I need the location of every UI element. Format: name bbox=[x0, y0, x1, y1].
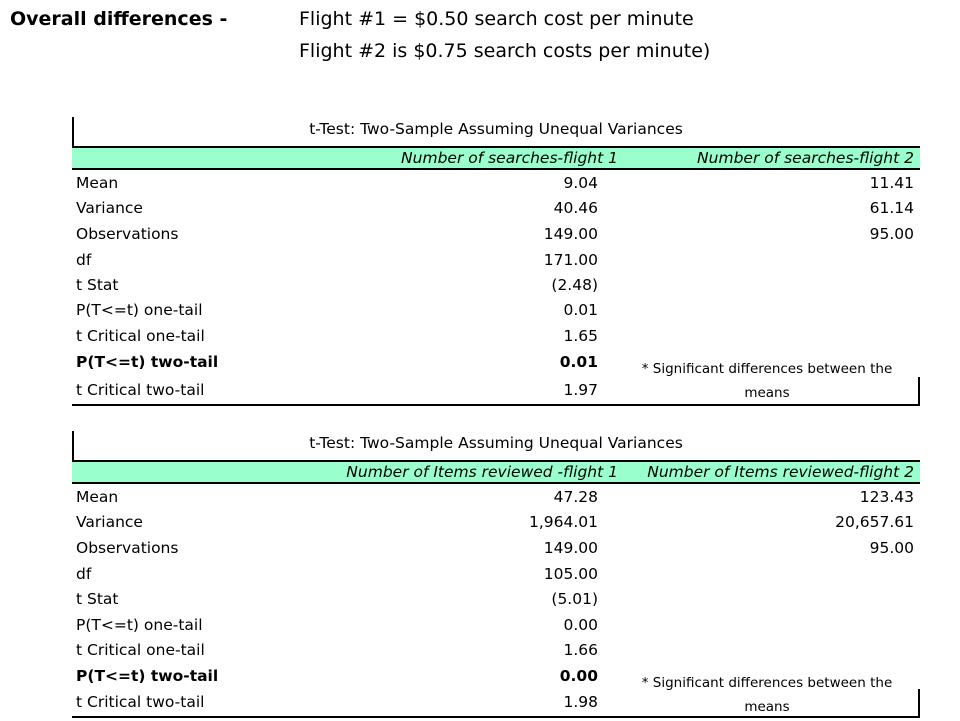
table-header-row bbox=[72, 146, 920, 170]
table-row bbox=[72, 170, 920, 196]
row-value-flight1: 9.04 bbox=[563, 174, 598, 192]
row-label: P(T<=t) one-tail bbox=[76, 616, 203, 634]
table-title: t-Test: Two-Sample Assuming Unequal Variances bbox=[309, 434, 683, 452]
row-value-flight2: 95.00 bbox=[869, 225, 914, 243]
row-value-flight1: 47.28 bbox=[553, 488, 598, 506]
table-row bbox=[72, 272, 920, 298]
row-value-flight1: 40.46 bbox=[553, 199, 598, 217]
row-value-flight2: 123.43 bbox=[859, 488, 914, 506]
row-value-flight2: 95.00 bbox=[869, 539, 914, 557]
table-row bbox=[72, 195, 920, 221]
row-label: t Critical two-tail bbox=[76, 693, 205, 711]
flight2-cost-line: Flight #2 is $0.75 search costs per minute) bbox=[299, 40, 711, 62]
row-value-flight1: 1,964.01 bbox=[528, 513, 598, 531]
note-line: means bbox=[744, 699, 790, 715]
table-row bbox=[72, 297, 920, 323]
row-value-flight1: 1.98 bbox=[563, 693, 598, 711]
row-value-flight1: 0.00 bbox=[563, 616, 598, 634]
table-row bbox=[72, 535, 920, 561]
table-bottom-border bbox=[72, 404, 920, 406]
table-row bbox=[72, 586, 920, 612]
row-label: Mean bbox=[76, 488, 119, 506]
row-label: Observations bbox=[76, 539, 179, 557]
row-label: P(T<=t) two-tail bbox=[76, 667, 219, 685]
flight1-cost-line: Flight #1 = $0.50 search cost per minute bbox=[299, 8, 694, 30]
ttest-table-searches bbox=[72, 117, 920, 407]
row-value-flight1: 149.00 bbox=[543, 225, 598, 243]
table-row bbox=[72, 561, 920, 587]
note-line: means bbox=[744, 385, 790, 401]
table-row bbox=[72, 484, 920, 510]
note-line: * Significant differences between the bbox=[641, 361, 893, 377]
column-header-flight1: Number of Items reviewed -flight 1 bbox=[346, 463, 618, 481]
row-value-flight1: 0.01 bbox=[559, 353, 598, 371]
row-value-flight1: 105.00 bbox=[543, 565, 598, 583]
row-label: df bbox=[76, 251, 92, 269]
row-label: P(T<=t) one-tail bbox=[76, 301, 203, 319]
table-row bbox=[72, 247, 920, 273]
table-right-border bbox=[918, 689, 920, 717]
table-bottom-border bbox=[72, 716, 920, 718]
row-label: t Critical one-tail bbox=[76, 327, 205, 345]
row-value-flight1: (2.48) bbox=[551, 276, 598, 294]
row-value-flight1: (5.01) bbox=[551, 590, 598, 608]
significance-note bbox=[622, 357, 912, 405]
table-row bbox=[72, 612, 920, 638]
row-label: t Stat bbox=[76, 276, 119, 294]
column-header-flight2: Number of Items reviewed-flight 2 bbox=[647, 463, 914, 481]
row-label: t Critical one-tail bbox=[76, 641, 205, 659]
row-label: Variance bbox=[76, 513, 143, 531]
table-row bbox=[72, 637, 920, 663]
ttest-table-items bbox=[72, 431, 920, 721]
table-title: t-Test: Two-Sample Assuming Unequal Variances bbox=[309, 120, 683, 138]
row-label: Variance bbox=[76, 199, 143, 217]
row-value-flight2: 61.14 bbox=[869, 199, 914, 217]
table-right-border bbox=[918, 377, 920, 405]
row-value-flight1: 171.00 bbox=[543, 251, 598, 269]
row-label: df bbox=[76, 565, 92, 583]
row-value-flight1: 1.66 bbox=[563, 641, 598, 659]
row-value-flight2: 11.41 bbox=[869, 174, 914, 192]
row-value-flight1: 1.97 bbox=[563, 381, 598, 399]
row-value-flight2: 20,657.61 bbox=[835, 513, 914, 531]
significance-note bbox=[622, 671, 912, 719]
table-header-row bbox=[72, 460, 920, 484]
table-row bbox=[72, 323, 920, 349]
row-label: t Stat bbox=[76, 590, 119, 608]
row-label: Mean bbox=[76, 174, 119, 192]
table-row bbox=[72, 221, 920, 247]
note-line: * Significant differences between the bbox=[641, 675, 893, 691]
row-value-flight1: 0.00 bbox=[559, 667, 598, 685]
column-header-flight1: Number of searches-flight 1 bbox=[401, 149, 618, 167]
row-value-flight1: 0.01 bbox=[563, 301, 598, 319]
row-value-flight1: 149.00 bbox=[543, 539, 598, 557]
table-row bbox=[72, 509, 920, 535]
row-label: t Critical two-tail bbox=[76, 381, 205, 399]
row-value-flight1: 1.65 bbox=[563, 327, 598, 345]
column-header-flight2: Number of searches-flight 2 bbox=[697, 149, 914, 167]
row-label: Observations bbox=[76, 225, 179, 243]
row-label: P(T<=t) two-tail bbox=[76, 353, 219, 371]
page-header-title: Overall differences - bbox=[10, 8, 228, 30]
